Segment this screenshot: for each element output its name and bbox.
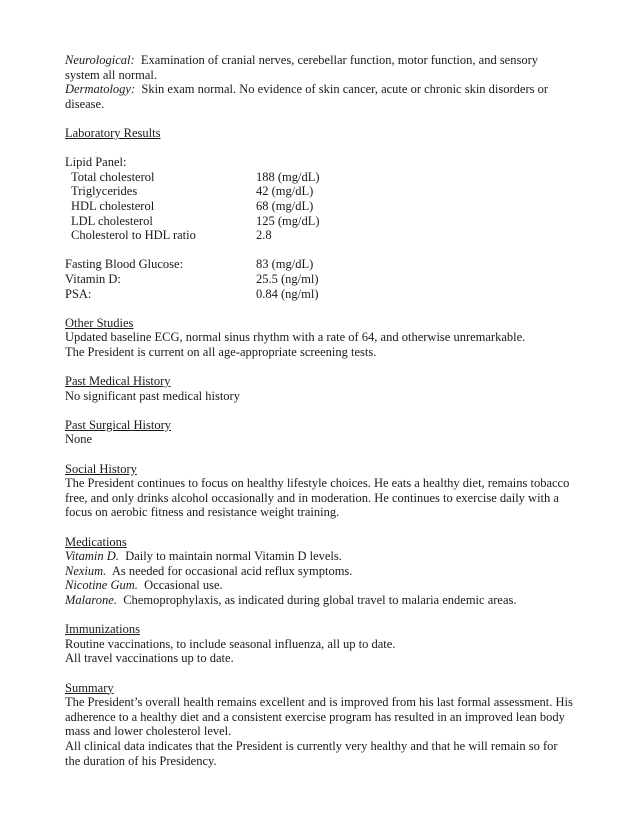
lab-label: Triglycerides [71,184,138,199]
immunizations-line: All travel vaccinations up to date. [65,651,234,666]
lab-row [65,287,575,302]
lab-label: Total cholesterol [71,169,155,184]
medication-name: Vitamin D. [65,549,119,564]
lab-label: PSA: [65,286,92,301]
summary-heading: Summary [65,680,114,695]
other-studies-heading: Other Studies [65,315,134,330]
lab-label: HDL cholesterol [71,198,155,213]
lab-label: Vitamin D: [65,271,121,286]
medication-name: Nicotine Gum. [65,578,138,593]
lab-results-heading: Laboratory Results [65,125,161,140]
lab-label: Cholesterol to HDL ratio [71,228,196,243]
lab-row [65,199,575,214]
lab-value: 83 (mg/dL) [256,257,314,272]
lab-row [65,170,575,185]
lab-value: 125 (mg/dL) [256,213,320,228]
medication-text: Daily to maintain normal Vitamin D levels. [125,549,342,564]
neurological-text: Examination of cranial nerves, cerebellar function, motor function, and sensory system all normal. [65,53,539,82]
medication-item [65,593,575,608]
summary-paragraph-1: The President’s overall health remains excellent and is improved from his last formal assessment. His adherence to a healthy diet and a consistent exercise program has resulted in an improved lean body mass and lower cholesterol level. [65,695,573,739]
past-medical-heading: Past Medical History [65,374,171,389]
dermatology-paragraph [65,82,575,111]
medication-item [65,549,575,564]
medication-item [65,578,575,593]
lab-row [65,228,575,243]
lab-value: 2.8 [256,228,272,243]
social-history-text: The President continues to focus on healthy lifestyle choices. He eats a healthy diet, remains tobacco free, and only drinks alcohol occasionally and in moderation. He continues to exercise daily with a focus on aerobic fitness and resistance weight training. [65,476,570,520]
past-medical-text: No significant past medical history [65,388,240,403]
lab-value: 42 (mg/dL) [256,184,314,199]
summary-paragraph-2: All clinical data indicates that the President is currently very healthy and that he will remain so for the duration of his Presidency. [65,738,558,768]
medication-text: Occasional use. [144,578,223,593]
neurological-paragraph [65,53,575,82]
medication-text: Chemoprophylaxis, as indicated during global travel to malaria endemic areas. [123,592,517,607]
other-studies-line: The President is current on all age-appropriate screening tests. [65,344,377,359]
dermatology-text: Skin exam normal. No evidence of skin cancer, acute or chronic skin disorders or disease. [65,82,549,111]
lab-value: 68 (mg/dL) [256,198,314,213]
immunizations-line: Routine vaccinations, to include seasonal influenza, all up to date. [65,636,396,651]
document-page [65,53,575,768]
neurological-label: Neurological: [65,53,135,67]
lab-value: 25.5 (ng/ml) [256,271,319,286]
lab-row [65,184,575,199]
lab-row [65,272,575,287]
lab-row [65,257,575,272]
lab-label: Fasting Blood Glucose: [65,257,184,272]
lab-row [65,214,575,229]
lab-value: 188 (mg/dL) [256,169,320,184]
lipid-panel-title: Lipid Panel: [65,155,127,170]
medication-text: As needed for occasional acid reflux symptoms. [111,563,353,578]
past-surgical-text: None [65,432,93,447]
other-studies-line: Updated baseline ECG, normal sinus rhythm with a rate of 64, and otherwise unremarkable. [65,330,526,345]
immunizations-heading: Immunizations [65,622,140,637]
social-history-heading: Social History [65,461,137,476]
medications-heading: Medications [65,534,127,549]
medication-item [65,564,575,579]
medication-name: Nexium. [65,563,107,578]
lab-value: 0.84 (ng/ml) [256,286,319,301]
past-surgical-heading: Past Surgical History [65,417,172,432]
dermatology-label: Dermatology: [65,82,136,97]
medication-name: Malarone. [65,592,117,607]
lab-label: LDL cholesterol [71,213,153,228]
